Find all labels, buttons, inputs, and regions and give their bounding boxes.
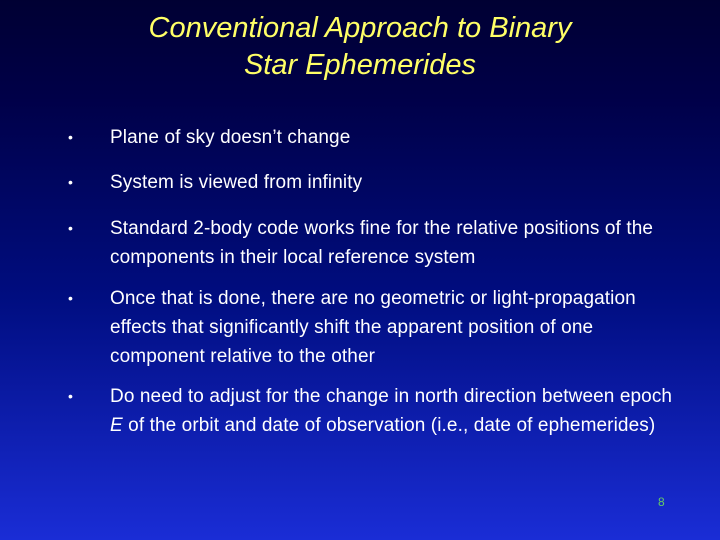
- bullet-item: [68, 123, 688, 152]
- slide-title-line-1: Conventional Approach to Binary: [148, 12, 572, 44]
- bullet-item: [68, 214, 688, 272]
- bullet-text-part: Do need to adjust for the change in north direction between epoch: [110, 386, 673, 407]
- bullet-dot: •: [68, 129, 73, 145]
- bullet-text: [110, 382, 688, 440]
- page-number: 8: [658, 495, 665, 509]
- bullet-item: [68, 284, 688, 371]
- bullet-dot: •: [68, 174, 73, 190]
- bullet-text: Plane of sky doesn’t change: [110, 127, 351, 148]
- bullet-text: Once that is done, there are no geometric or light-propagation effects that significantly shift the apparent position of one component relative to the other: [110, 288, 636, 367]
- slide-title-line-2: Star Ephemerides: [243, 49, 477, 81]
- bullet-dot: •: [68, 290, 73, 306]
- epoch-symbol: E: [110, 415, 123, 436]
- bullet-text: System is viewed from infinity: [110, 172, 363, 193]
- bullet-dot: •: [68, 220, 73, 236]
- bullet-dot: •: [68, 388, 73, 404]
- bullet-item: [68, 382, 688, 440]
- bullet-text-part: of the orbit and date of observation (i.e., date of ephemerides): [122, 415, 656, 436]
- bullet-text: Standard 2-body code works fine for the relative positions of the components in their local reference system: [110, 218, 654, 268]
- bullet-item: [68, 168, 688, 197]
